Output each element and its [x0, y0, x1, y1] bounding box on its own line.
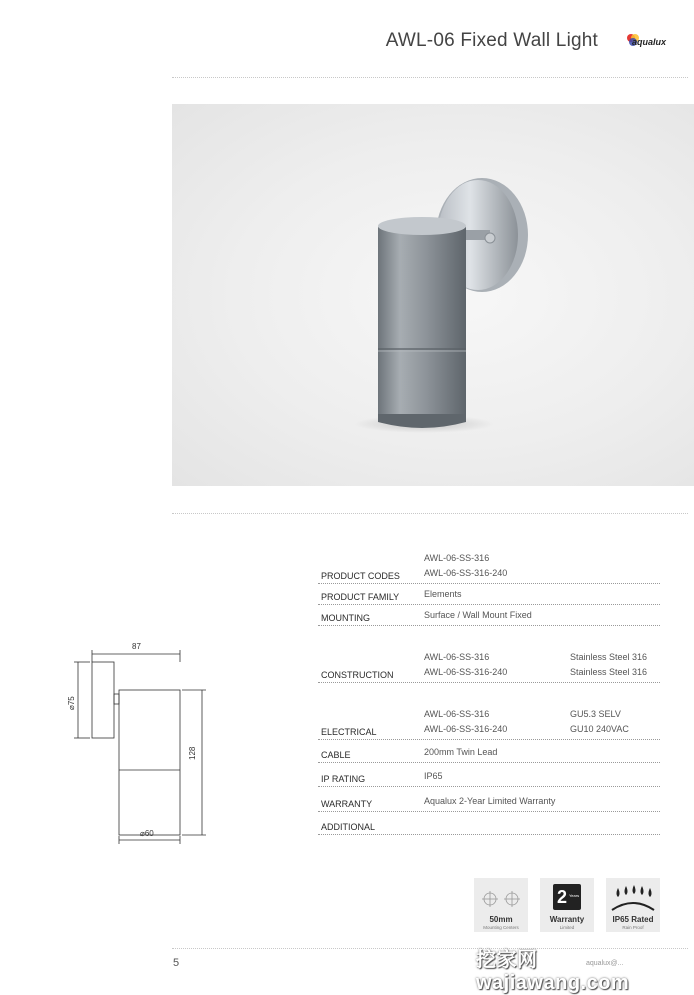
badge-ip65: [606, 878, 660, 932]
dimension-drawing: [60, 640, 220, 850]
spec-value: Surface / Wall Mount Fixed: [424, 610, 532, 620]
spec-label: IP RATING: [321, 774, 366, 784]
badge-mounting-centers: [474, 878, 528, 932]
dim-body-diameter: ⌀60: [140, 829, 154, 838]
spec-value-secondary: Stainless Steel 316 Stainless Steel 316: [570, 652, 648, 677]
footer-email: aqualux@...: [586, 960, 624, 967]
spec-row-additional: [318, 812, 660, 835]
badge-title: Warranty: [549, 915, 585, 924]
logo-text: aqualux: [632, 37, 667, 47]
product-photo: [172, 104, 694, 486]
crosshair-icon: [474, 884, 528, 914]
page-number: 5: [173, 957, 180, 969]
calendar-icon: [553, 884, 581, 910]
spec-label: CONSTRUCTION: [321, 670, 394, 680]
badge-warranty: [540, 878, 594, 932]
spec-row-warranty: [318, 787, 660, 812]
spec-table: [318, 552, 660, 835]
dim-width: 87: [132, 642, 141, 651]
spec-value: IP65: [424, 771, 443, 781]
spec-value: 200mm Twin Lead: [424, 747, 498, 757]
brand-logo: [626, 32, 670, 50]
spec-row-ip-rating: [318, 763, 660, 787]
page-title: AWL-06 Fixed Wall Light: [385, 30, 598, 51]
spec-label: WARRANTY: [321, 799, 373, 809]
watermark: 挖家网 wajiawang.com: [476, 949, 630, 994]
spec-value: AWL-06-SS-316 AWL-06-SS-316-240: [424, 652, 508, 677]
spec-label: CABLE: [321, 750, 351, 760]
spec-value: AWL-06-SS-316 AWL-06-SS-316-240: [424, 709, 508, 734]
spec-value: Elements: [424, 589, 462, 599]
badge-subtitle: Rain Proof: [622, 925, 644, 930]
dim-height: 128: [188, 746, 197, 760]
spec-label: PRODUCT FAMILY: [321, 592, 400, 602]
spec-label: PRODUCT CODES: [321, 571, 400, 581]
spec-value: Aqualux 2-Year Limited Warranty: [424, 796, 556, 806]
divider: [172, 513, 688, 514]
spec-label: ELECTRICAL: [321, 727, 377, 737]
spec-row-product-family: [318, 584, 660, 605]
spec-row-cable: [318, 740, 660, 763]
badge-title: IP65 Rated: [612, 915, 654, 924]
badge-subtitle: Limited: [559, 925, 575, 930]
raindrops-icon: [606, 882, 660, 914]
warranty-years-unit: Years: [569, 893, 580, 898]
warranty-years-number: 2: [557, 887, 568, 907]
spec-row-electrical: [318, 683, 660, 740]
divider: [172, 77, 688, 78]
spec-label: ADDITIONAL: [321, 822, 376, 832]
badge-title: 50mm: [489, 915, 513, 924]
spec-label: MOUNTING: [321, 613, 370, 623]
spec-value: AWL-06-SS-316 AWL-06-SS-316-240: [424, 553, 508, 578]
spec-row-product-codes: [318, 552, 660, 584]
spec-row-mounting: [318, 605, 660, 626]
spec-row-construction: [318, 626, 660, 683]
spec-value-secondary: GU5.3 SELV GU10 240VAC: [570, 709, 629, 734]
dim-mount-diameter: ⌀75: [67, 696, 76, 710]
badge-subtitle: Mounting Centers: [483, 925, 519, 930]
